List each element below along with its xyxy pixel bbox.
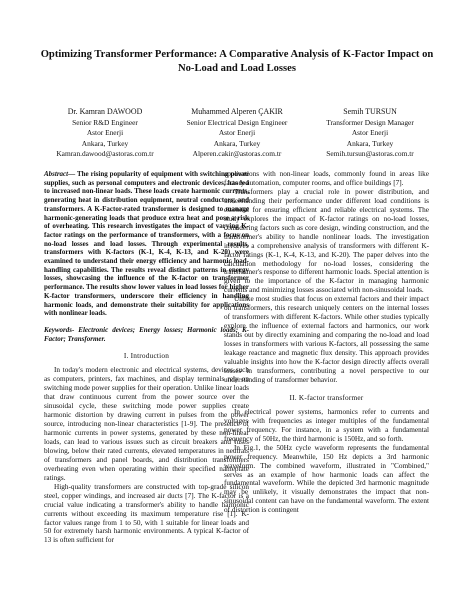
author-city: Ankara, Turkey	[213, 138, 261, 148]
author-name: Semih TURSUN	[343, 107, 397, 116]
abstract-text: The rising popularity of equipment with switching power supplies, such as personal computers and electronic devices, has led to increased non-linear loads. These loads create harmonic currents, generating heat in distribution equipment, neutral conductors, and transformers. A K-Factor-rated transformer is designed to manage harmonic-generating loads that produce extra heat and pose a risk of overheating. This research investigates the impact of varying K-factor ratings on the performance of transformers, with a focus on no-load losses and load losses. Through experimental results, transformers with K-factors (K-1, K-4, K-13, and K-20) were examined to understand their energy efficiency and harmonic load-handling capabilities. The results reveal distinct patterns in energy losses, showcasing the influence of the K-factor on transformer performance. The results show lower values in load losses for higher K-factor transformers, underscore their efficiency in handling harmonic loads, and demonstrate their suitability for applications with nonlinear loads.	[44, 170, 250, 318]
author-city: Ankara, Turkey	[81, 138, 129, 148]
author-org: Astor Enerji	[86, 128, 124, 138]
author-email: Semih.tursun@astoras.com.tr	[326, 148, 414, 158]
kfactor-paragraph-1: In electrical power systems, harmonics refer to currents and voltages with frequencies as integer multiples of the fundamental power frequency. For instance, in a system with a fundamental frequency of 50Hz, the third harmonic is 150Hz, and so forth.	[224, 407, 429, 443]
author-org: Astor Enerji	[218, 128, 256, 138]
intro-paragraph-5: Unlike most studies that focus on external factors and their impact on transformers, this research uniquely centers on the internal losses of transformers with different K-factors. While other studies typically explore the influence of external factors and harmonics, our work stands out by directly examining and comparing the no-load and load losses in transformers with various K-factors, all possessing the same leakage reactance and magnetic flux density. This approach provides valuable insights into how the K-factor design directly affects overall losses in transformers, contributing a novel perspective to our understanding of transformer behavior.	[224, 295, 429, 384]
right-column	[224, 170, 429, 515]
kfactor-paragraph-2: In Fig.1, the 50Hz cycle waveform represents the fundamental power frequency. Meanwhile, 150 Hz depicts a 3rd harmonic waveform. The combined waveform, illustrated in "Combined," serves as an example of how harmonic loads can affect the fundamental waveform. While the depicted 3rd harmonic magnitude may be unlikely, it visually demonstrates the impact that non-sinusoidal content can have on the fundamental waveform. The extent of distortion is contingent	[224, 443, 429, 515]
section-heading-k-factor: II. K-factor transformer	[289, 392, 364, 402]
author-city: Ankara, Turkey	[346, 138, 394, 148]
intro-paragraph-4: Transformers play a crucial role in power distribution, and understanding their performance under different load conditions is essential for ensuring efficient and reliable electrical systems. The study explores the impact of K-factor ratings on no-load losses, considering factors such as core design, winding construction, and the transformer's ability to handle nonlinear loads. The investigation involves a comprehensive analysis of transformers with different K-factor ratings (K-1, K-4, K-13, and K-20). The paper delves into the calculation methodology for no-load losses, considering the transformer's response to different harmonic loads. Special attention is given to the importance of the K-factor in managing harmonic currents and minimizing losses associated with non-sinusoidal loads.	[224, 187, 429, 295]
author-role: Transformer Design Manager	[326, 118, 414, 128]
abstract-label: Abstract	[44, 170, 69, 178]
author-email: Alperen.cakir@astoras.com.tr	[192, 148, 282, 158]
intro-paragraph-1: In today's modern electronic and electrical systems, devices such as computers, printers, fax machines, and display terminals rely on switching mode power supplies for their operation. Unlike linear loads that draw continuous current from the power source over the sinusoidal cycle, these switching mode power supplies create harmonic distortion by drawing current in pulses from the power source, introducing non-linear characteristics [1-9]. The presence of harmonic currents in power systems, generated by these non-linear loads, can lead to various issues such as circuit breakers and fuses blowing, below their rated currents, elevated temperatures in neutrals of transformers and panel boards, and distribution transformers overheating even when operating within their specified nameplate ratings.	[44, 366, 249, 482]
author-block-3	[300, 107, 440, 159]
author-role: Senior R&D Engineer	[72, 118, 138, 128]
intro-paragraph-2: High-quality transformers are constructed with top-grade silicon steel, copper windings, and increased air ducts [7]. The K-factor is a crucial value indicating a transformer's ability to handle harmonic currents without exceeding its maximum temperature rise [1]. K-factor values range from 1 to 50, with 1 suitable for linear loads and 50 for extremely harsh harmonic environments. A typical K-factor of 13 is often sufficient for	[44, 482, 249, 545]
author-block-2	[167, 107, 307, 159]
author-role: Senior Electrical Design Engineer	[186, 118, 288, 128]
keywords-label: Keywords-	[44, 325, 75, 334]
author-name: Dr. Kamran DAWOOD	[67, 107, 143, 116]
author-block-1	[35, 107, 175, 159]
paper-title: Optimizing Transformer Performance: A Comparative Analysis of K-Factor Impact on No-Load and Load Losses	[40, 49, 434, 74]
section-heading-introduction: I. Introduction	[123, 351, 170, 361]
intro-paragraph-3: applications with non-linear loads, commonly found in areas like factory automation, computer rooms, and office buildings [7].	[224, 170, 429, 187]
keywords-text: Electronic devices; Energy losses; Harmonic loads; K-Factor; Transformer.	[44, 325, 249, 343]
abstract-dash: —	[68, 170, 77, 178]
author-email: Kamran.dawood@astoras.com.tr	[56, 148, 154, 158]
left-column	[44, 170, 249, 545]
keywords	[44, 326, 249, 343]
author-org: Astor Enerji	[351, 128, 389, 138]
abstract	[44, 170, 249, 318]
author-name: Muhammed Alperen ÇAKIR	[191, 107, 283, 116]
